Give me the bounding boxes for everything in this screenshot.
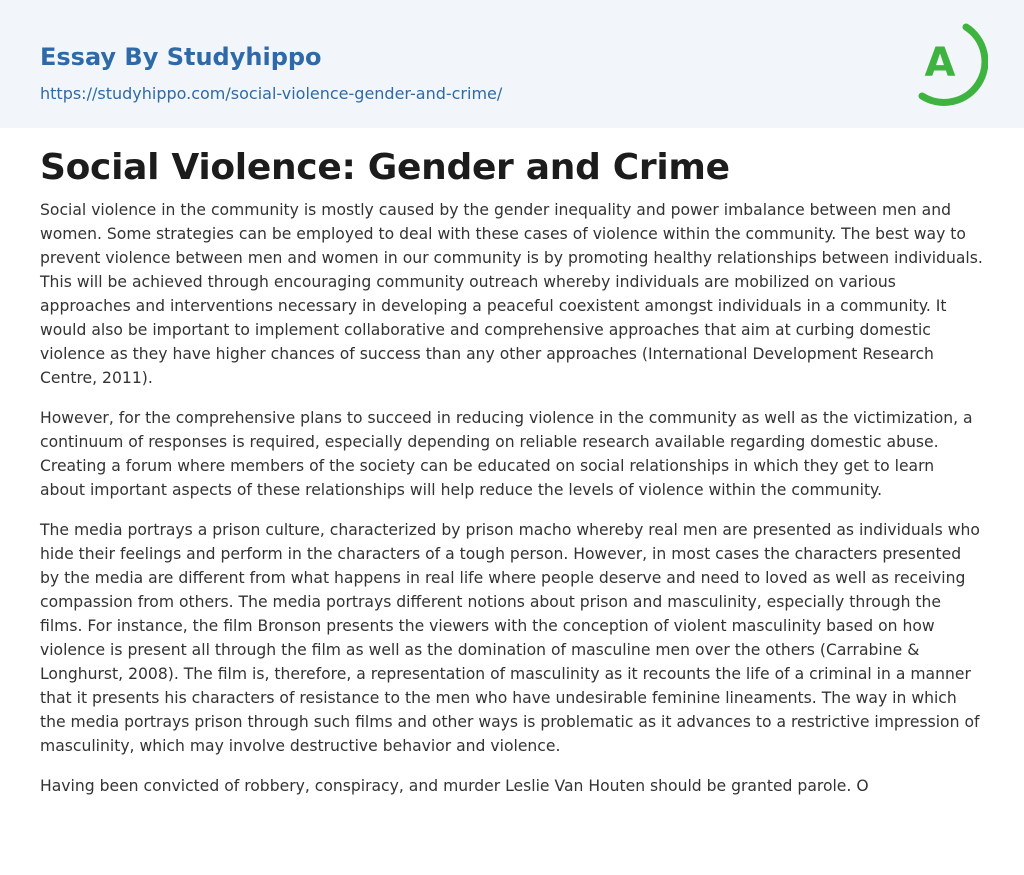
article-body [40, 144, 984, 814]
logo-letter: A [924, 40, 956, 86]
article-paragraph: Having been convicted of robbery, conspiracy, and murder Leslie Van Houten should be granted parole. O [40, 777, 869, 795]
site-brand[interactable]: Essay By Studyhippo [40, 43, 322, 71]
article-paragraph: However, for the comprehensive plans to succeed in reducing violence in the community as well as the victimization, a continuum of responses is required, especially depending on reliable research available regarding domestic abuse. Creating a forum where members of the society can be educated on social relationships in which they get to learn about important aspects of these relationships will help reduce the levels of violence within the community. [40, 409, 973, 499]
studyhippo-logo-icon[interactable] [908, 18, 988, 108]
essay-url-link[interactable]: https://studyhippo.com/social-violence-gender-and-crime/ [40, 84, 503, 103]
article-paragraph: Social violence in the community is mostly caused by the gender inequality and power imbalance between men and women. Some strategies can be employed to deal with these cases of violence within the community. The best way to prevent violence between men and women in our community is by promoting healthy relationships between individuals. This will be achieved through encouraging community outreach whereby individuals are mobilized on various approaches and interventions necessary in developing a peaceful coexistent amongst individuals in a community. It would also be important to implement collaborative and comprehensive approaches that aim at curbing domestic violence as they have higher chances of success than any other approaches (International Development Research Centre, 2011). [40, 201, 983, 387]
site-header [0, 0, 1024, 128]
article-title: Social Violence: Gender and Crime [40, 147, 730, 188]
article-paragraph: The media portrays a prison culture, characterized by prison macho whereby real men are presented as individuals who hide their feelings and perform in the characters of a tough person. However, in most cases the characters presented by the media are different from what happens in real life where people deserve and need to loved as well as receiving compassion from others. The media portrays different notions about prison and masculinity, especially through the films. For instance, the film Bronson presents the viewers with the conception of violent masculinity based on how violence is present all through the film as well as the domination of masculine men over the others (Carrabine & Longhurst, 2008). The film is, therefore, a representation of masculinity as it recounts the life of a criminal in a manner that it presents his characters of resistance to the men who have undesirable feminine lineaments. The way in which the media portrays prison through such films and other ways is problematic as it advances to a restrictive impression of masculinity, which may involve destructive behavior and violence. [40, 521, 980, 755]
